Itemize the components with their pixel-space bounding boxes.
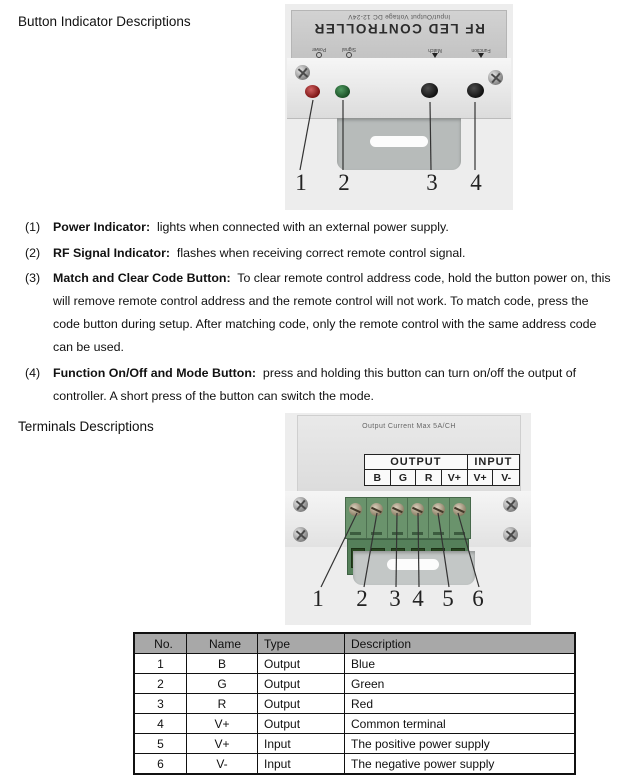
controller-terminals-photo [285, 413, 531, 625]
callout-2: 2 [338, 170, 350, 195]
terminal-label-Vplus-in: V+ [468, 470, 494, 485]
callout-4: 4 [470, 170, 482, 195]
col-header-type: Type [258, 633, 345, 654]
callout-1: 1 [295, 170, 307, 195]
terminal-label-B: B [365, 470, 391, 485]
callout-2: 2 [356, 586, 368, 611]
device-title-label: RF LED CONTROLLER [313, 21, 485, 36]
terminal-label-Vminus-in: V- [501, 471, 512, 484]
indicator-item [0, 362, 615, 408]
terminal-label-R: R [416, 470, 442, 485]
terminals-table [133, 632, 576, 775]
callout-6: 6 [472, 586, 484, 611]
table-row: 1 B Output Blue [134, 654, 575, 674]
function-label: Function [464, 47, 498, 58]
indicator-item [0, 267, 615, 359]
callout-3: 3 [426, 170, 438, 195]
section-heading-terminals: Terminals Descriptions [18, 419, 154, 434]
output-current-note: Output Current Max 5A/CH [362, 423, 456, 430]
item-number: (4) [25, 365, 41, 380]
indicator-item [0, 242, 615, 265]
table-row: 4 V+ Output Common terminal [134, 714, 575, 734]
table-row: 5 V+ Input The positive power supply [134, 734, 575, 754]
item-title: Power Indicator: [53, 220, 151, 234]
terminal-label-Vplus-out: V+ [442, 470, 468, 485]
item-number: (3) [25, 271, 41, 285]
output-group-label: OUTPUT [365, 455, 468, 470]
col-header-no: No. [134, 633, 187, 654]
match-label: Match [418, 47, 452, 58]
item-title: Match and Clear Code Button: [53, 271, 231, 285]
item-number: (1) [25, 220, 41, 234]
col-header-description: Description [345, 633, 576, 654]
callout-3: 3 [389, 586, 401, 611]
item-title: Function On/Off and Mode Button: [53, 365, 257, 380]
table-row: 6 V- Input The negative power supply [134, 754, 575, 775]
power-label: Power [302, 46, 336, 58]
indicator-descriptions [0, 216, 630, 410]
section-heading-buttons: Button Indicator Descriptions [18, 14, 191, 29]
input-group-label: INPUT [468, 455, 519, 470]
callout-4: 4 [412, 586, 424, 611]
table-header-row [134, 633, 575, 654]
item-text: lights when connected with an external power supply. [156, 220, 449, 234]
item-title: RF Signal Indicator: [53, 245, 171, 260]
col-header-name: Name [187, 633, 258, 654]
table-row: 3 R Output Red [134, 694, 575, 714]
controller-front-photo [285, 4, 513, 210]
table-row: 2 G Output Green [134, 674, 575, 694]
device-voltage-label: Input/Output Voltage DC 12-24V [347, 13, 451, 20]
item-text: To clear remote control address code, hold the button power on, this will remove remote control address and the remote control will not work. To match code, press the code button during setup. After matching code, only the remote control with the same address code can be used. [53, 271, 611, 354]
signal-label: Signal [332, 46, 366, 58]
indicator-item [0, 216, 615, 239]
terminal-label-G: G [391, 470, 417, 485]
item-text: press and holding this button can turn on/off the output of controller. A short press of the button can switch the mode. [53, 365, 577, 403]
callout-1: 1 [312, 586, 324, 611]
item-text: flashes when receiving correct remote control signal. [176, 245, 466, 260]
item-number: (2) [25, 245, 41, 260]
callout-5: 5 [442, 586, 454, 611]
